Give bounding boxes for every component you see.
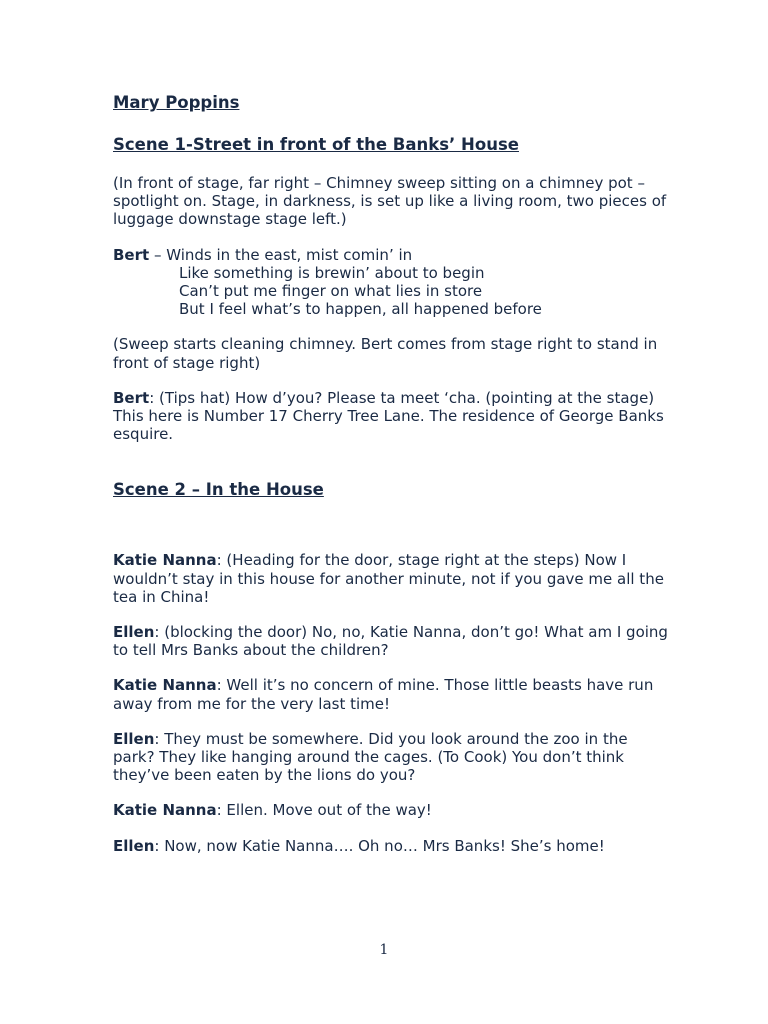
verse-line: Like something is brewin’ about to begin <box>179 263 485 282</box>
speaker-name: Katie Nanna <box>113 676 217 695</box>
dialogue-text: : Ellen. Move out of the way! <box>216 801 432 820</box>
speaker-name: Bert <box>113 388 150 407</box>
dialogue-text: : (blocking the door) No, no, Katie Nanna, don’t go! What am I going to tell Mrs Banks about the children? <box>113 623 668 660</box>
verse-line: But I feel what’s to happen, all happened before <box>179 300 542 319</box>
dialogue-line <box>113 801 673 819</box>
stage-direction: (In front of stage, far right – Chimney sweep sitting on a chimney pot – spotlight on. Stage, in darkness, is set up like a living room, two pieces of luggage downstage stage left.) <box>113 174 667 229</box>
scene-1-heading: Scene 1-Street in front of the Banks’ House <box>113 135 519 154</box>
dialogue-line <box>113 551 673 606</box>
dialogue-bert-verse <box>113 246 673 319</box>
scene-2-heading: Scene 2 – In the House <box>113 480 324 500</box>
speaker-name: Ellen <box>113 623 155 642</box>
dialogue-text: : (Heading for the door, stage right at the steps) Now I wouldn’t stay in this house for another minute, not if you gave me all the tea in China! <box>113 551 664 606</box>
dialogue-bert <box>113 389 673 444</box>
dialogue-text: : Now, now Katie Nanna…. Oh no… Mrs Banks! She’s home! <box>154 836 605 855</box>
document-title: Mary Poppins <box>113 93 240 112</box>
speaker-name: Katie Nanna <box>113 551 217 570</box>
speaker-name: Ellen <box>113 729 155 748</box>
dialogue-text: – Winds in the east, mist comin’ in <box>149 245 413 264</box>
dialogue-text: : They must be somewhere. Did you look around the zoo in the park? They like hanging around the cages. (To Cook) You don’t think they’ve been eaten by the lions do you? <box>113 729 628 785</box>
dialogue-text: : Well it’s no concern of mine. Those little beasts have run away from me for the very last time! <box>113 676 654 713</box>
document-page <box>113 92 673 872</box>
dialogue-line <box>113 730 673 785</box>
dialogue-line <box>113 837 673 855</box>
speaker-name: Bert <box>113 245 150 264</box>
verse-line: Can’t put me finger on what lies in store <box>179 282 483 301</box>
dialogue-text: : (Tips hat) How d’you? Please ta meet ‘cha. (pointing at the stage) This here is Number 17 Cherry Tree Lane. The residence of George Banks esquire. <box>113 388 664 444</box>
dialogue-line <box>113 623 673 659</box>
speaker-name: Katie Nanna <box>113 801 217 820</box>
stage-direction: (Sweep starts cleaning chimney. Bert comes from stage right to stand in front of stage right) <box>113 335 658 372</box>
dialogue-line <box>113 676 673 712</box>
page-number: 1 <box>379 942 389 958</box>
speaker-name: Ellen <box>113 836 155 855</box>
